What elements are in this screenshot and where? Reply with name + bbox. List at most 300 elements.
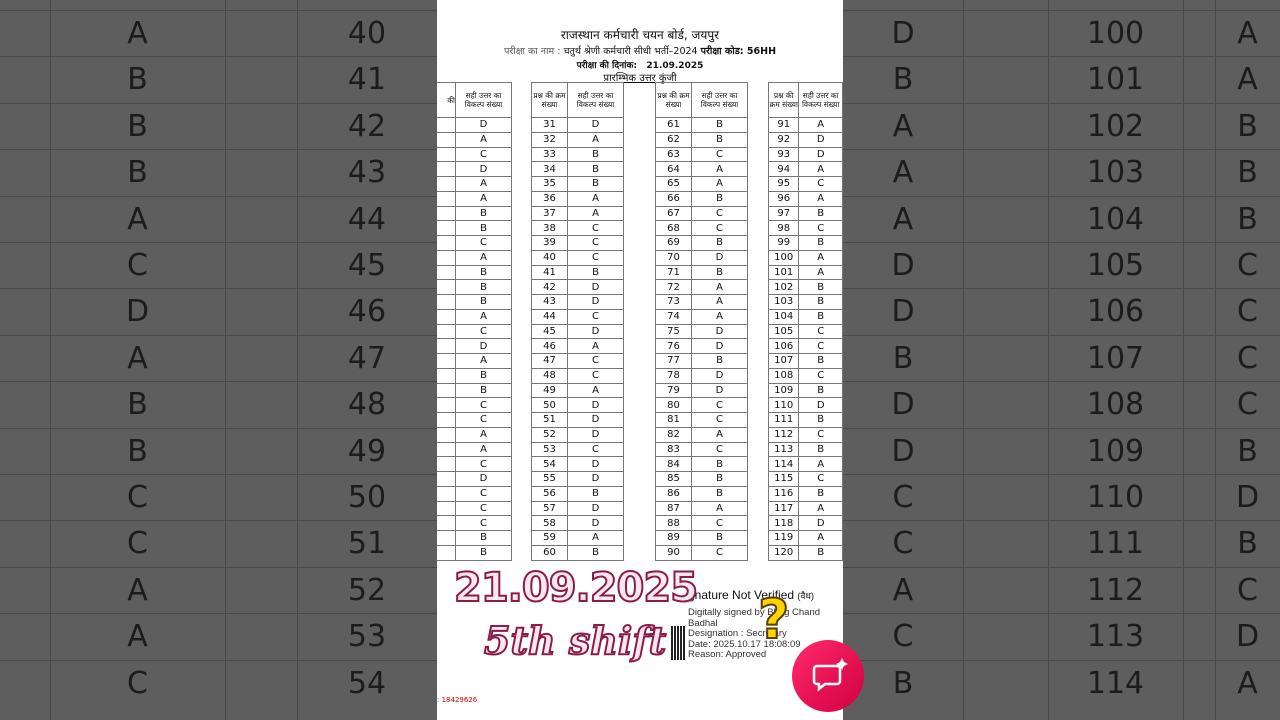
question-number: 115	[769, 472, 799, 487]
answer-option: A	[456, 177, 512, 192]
answer-row	[769, 383, 843, 398]
answer-option: C	[692, 413, 748, 428]
answer-row	[532, 531, 624, 546]
answer-row	[656, 236, 748, 251]
answer-row	[532, 177, 624, 192]
question-number: 46	[532, 339, 568, 354]
answer-option: C	[568, 354, 624, 369]
question-number	[437, 545, 456, 560]
overlay-date: 21.09.2025	[454, 565, 698, 611]
answer-row	[656, 221, 748, 236]
answer-option: D	[799, 398, 843, 413]
background-cell: C	[1237, 387, 1258, 423]
answer-option: A	[568, 132, 624, 147]
answer-row	[532, 457, 624, 472]
answer-row	[769, 324, 843, 339]
answer-row	[437, 457, 512, 472]
answer-row	[769, 427, 843, 442]
answer-option: A	[799, 191, 843, 206]
answer-option: B	[456, 368, 512, 383]
question-number: 74	[656, 309, 692, 324]
question-number: 99	[769, 236, 799, 251]
signature-status-mark: (वैध)	[797, 591, 814, 601]
question-number-header: प्रश्न की क्रम संख्या	[656, 83, 692, 118]
background-cell: B	[1237, 108, 1258, 144]
question-number: 95	[769, 177, 799, 192]
date-label: परीक्षा की दिनांक:	[576, 61, 638, 71]
answer-row	[532, 265, 624, 280]
answer-option: B	[456, 206, 512, 221]
background-row	[0, 335, 437, 382]
background-cell: B	[127, 108, 148, 144]
background-cell: B	[1237, 201, 1258, 237]
answer-option: D	[568, 398, 624, 413]
background-cell: C	[1237, 572, 1258, 608]
answer-row	[437, 354, 512, 369]
answer-option: A	[692, 309, 748, 324]
question-number: 114	[769, 457, 799, 472]
background-cell: 109	[1086, 433, 1145, 469]
answer-row	[769, 250, 843, 265]
background-cell: 53	[347, 619, 387, 655]
answer-row	[532, 398, 624, 413]
background-row	[843, 567, 1280, 614]
answer-option: A	[456, 442, 512, 457]
background-cell: 45	[347, 248, 387, 283]
question-number	[437, 442, 456, 457]
answer-option: C	[799, 368, 843, 383]
background-cell: A	[1237, 665, 1258, 701]
answer-option: B	[692, 132, 748, 147]
background-row	[843, 149, 1280, 196]
question-number: 85	[656, 472, 692, 487]
answer-row	[769, 162, 843, 177]
answer-option: A	[799, 162, 843, 177]
answer-option: B	[692, 531, 748, 546]
answer-row	[437, 413, 512, 428]
answer-option: B	[568, 486, 624, 501]
answer-option: D	[456, 162, 512, 177]
answer-option: A	[568, 383, 624, 398]
question-mark: ?	[758, 588, 790, 651]
question-number	[437, 280, 456, 295]
answer-option: B	[692, 265, 748, 280]
answer-row	[769, 118, 843, 133]
question-number: 51	[532, 413, 568, 428]
answer-row	[437, 309, 512, 324]
background-cell: B	[127, 387, 148, 423]
background-row	[0, 103, 437, 150]
background-cell: D	[125, 294, 150, 330]
question-number: 98	[769, 221, 799, 236]
background-row	[0, 613, 437, 660]
comment-sparkle-icon	[792, 640, 864, 712]
background-cell: 50	[347, 480, 387, 515]
background-cell: 41	[347, 62, 387, 98]
date-value: 21.09.2025	[646, 61, 704, 71]
answer-row	[437, 324, 512, 339]
background-cell: A	[127, 201, 148, 237]
question-number	[437, 265, 456, 280]
answer-option: D	[568, 472, 624, 487]
overlay-shift: 5th shift	[484, 618, 667, 663]
answer-option: B	[692, 472, 748, 487]
answer-row	[656, 132, 748, 147]
answer-option: A	[456, 309, 512, 324]
question-number	[437, 295, 456, 310]
answer-option: B	[568, 545, 624, 560]
exam-line-label: परीक्षा का नाम :	[503, 46, 561, 57]
answer-option: C	[568, 221, 624, 236]
answer-option-header: सही उत्तर का विकल्प संख्या	[799, 83, 843, 118]
answer-row	[437, 383, 512, 398]
question-number: 71	[656, 265, 692, 280]
answer-row	[437, 545, 512, 560]
background-cell: C	[1237, 294, 1258, 330]
background-row	[843, 474, 1280, 521]
question-number: 32	[532, 132, 568, 147]
background-row	[843, 56, 1280, 103]
question-number: 52	[532, 427, 568, 442]
background-cell: 103	[1086, 155, 1145, 191]
answer-row	[769, 368, 843, 383]
answer-option: D	[799, 147, 843, 162]
answer-row	[769, 531, 843, 546]
answer-option: B	[568, 265, 624, 280]
question-number: 105	[769, 324, 799, 339]
background-cell: B	[127, 155, 148, 191]
answer-row	[437, 221, 512, 236]
question-number: 109	[769, 383, 799, 398]
answer-option: A	[456, 427, 512, 442]
answer-row	[656, 265, 748, 280]
answer-option: A	[692, 427, 748, 442]
background-cell: 100	[1086, 16, 1145, 51]
answer-row	[769, 221, 843, 236]
question-number: 67	[656, 206, 692, 221]
answer-option-header: सही उत्तर का विकल्प संख्या	[456, 83, 512, 118]
question-number: 33	[532, 147, 568, 162]
background-row	[843, 288, 1280, 335]
answer-row	[532, 427, 624, 442]
background-cell: 106	[1086, 294, 1145, 330]
answer-row	[769, 442, 843, 457]
background-cell: 108	[1086, 387, 1145, 423]
answer-row	[437, 486, 512, 501]
question-number: 39	[532, 236, 568, 251]
exam-code: परीक्षा कोड: 56HH	[700, 46, 777, 57]
answer-option: D	[456, 339, 512, 354]
answer-row	[656, 472, 748, 487]
background-cell: B	[1237, 433, 1258, 469]
question-number: 68	[656, 221, 692, 236]
background-row	[0, 474, 437, 521]
answer-row	[532, 486, 624, 501]
answer-row	[532, 295, 624, 310]
background-row	[0, 149, 437, 196]
answer-option: B	[568, 162, 624, 177]
background-cell: B	[1237, 155, 1258, 191]
question-number	[437, 206, 456, 221]
signature-designation: Designation : Secretary	[688, 628, 787, 639]
background-cell: 112	[1086, 572, 1145, 608]
answer-row	[769, 280, 843, 295]
question-number: 31	[532, 118, 568, 133]
question-number: 81	[656, 413, 692, 428]
answer-option: C	[692, 147, 748, 162]
background-cell: 114	[1086, 665, 1145, 701]
question-number: 84	[656, 457, 692, 472]
answer-option: C	[456, 236, 512, 251]
question-number: 92	[769, 132, 799, 147]
background-cell: C	[127, 248, 148, 283]
question-number	[437, 457, 456, 472]
answer-option: B	[799, 309, 843, 324]
question-number: 61	[656, 118, 692, 133]
answer-row	[656, 354, 748, 369]
question-number: 118	[769, 516, 799, 531]
background-cell: 110	[1086, 480, 1145, 515]
question-number: 62	[656, 132, 692, 147]
answer-row	[656, 501, 748, 516]
answer-option: B	[799, 545, 843, 560]
answer-option: A	[692, 162, 748, 177]
question-number-header: प्रश्न की क्रम संख्या	[532, 83, 568, 118]
question-number	[437, 501, 456, 516]
background-cell: D	[891, 248, 915, 283]
question-number: 77	[656, 354, 692, 369]
question-number: 82	[656, 427, 692, 442]
question-number: 87	[656, 501, 692, 516]
answer-row	[769, 486, 843, 501]
question-number: 89	[656, 531, 692, 546]
question-number: 108	[769, 368, 799, 383]
question-number-header: की	[437, 83, 456, 118]
answer-option: D	[568, 413, 624, 428]
answer-row	[437, 295, 512, 310]
answer-option: B	[456, 545, 512, 560]
question-number: 91	[769, 118, 799, 133]
answer-row	[769, 413, 843, 428]
question-number: 102	[769, 280, 799, 295]
question-number: 116	[769, 486, 799, 501]
question-number: 58	[532, 516, 568, 531]
answer-option: C	[568, 250, 624, 265]
background-cell: 113	[1086, 619, 1145, 655]
background-cell: 107	[1086, 340, 1145, 376]
background-row	[0, 428, 437, 475]
answer-row	[656, 339, 748, 354]
background-row	[0, 288, 437, 335]
comment-fab-button[interactable]	[792, 640, 864, 712]
question-number: 107	[769, 354, 799, 369]
background-cell: C	[892, 480, 914, 515]
answer-option: D	[456, 118, 512, 133]
question-number: 44	[532, 309, 568, 324]
answer-table	[437, 82, 512, 561]
question-number: 64	[656, 162, 692, 177]
question-number: 63	[656, 147, 692, 162]
answer-row	[532, 206, 624, 221]
background-row	[843, 428, 1280, 475]
answer-option: B	[568, 147, 624, 162]
answer-option: A	[799, 265, 843, 280]
question-number: 73	[656, 295, 692, 310]
question-number: 49	[532, 383, 568, 398]
question-number	[437, 221, 456, 236]
question-number: 43	[532, 295, 568, 310]
background-cell: C	[127, 480, 148, 515]
question-number: 113	[769, 442, 799, 457]
question-number: 101	[769, 265, 799, 280]
question-number	[437, 177, 456, 192]
background-row	[0, 520, 437, 567]
answer-option: D	[692, 368, 748, 383]
question-number	[437, 236, 456, 251]
background-cell: D	[891, 16, 915, 51]
background-row	[843, 103, 1280, 150]
answer-option: C	[799, 339, 843, 354]
answer-row	[437, 368, 512, 383]
answer-row	[532, 309, 624, 324]
background-cell: 40	[347, 16, 387, 51]
question-number: 59	[532, 531, 568, 546]
question-number: 96	[769, 191, 799, 206]
answer-row	[532, 118, 624, 133]
answer-row	[769, 147, 843, 162]
answer-row	[532, 147, 624, 162]
background-row	[843, 520, 1280, 567]
answer-option: C	[456, 398, 512, 413]
question-number: 53	[532, 442, 568, 457]
answer-option: C	[456, 457, 512, 472]
answer-row	[656, 413, 748, 428]
answer-row	[437, 516, 512, 531]
answer-option: A	[799, 531, 843, 546]
answer-option: B	[692, 118, 748, 133]
question-number: 37	[532, 206, 568, 221]
background-cell: C	[127, 526, 148, 562]
exam-name: चतुर्थ श्रेणी कर्मचारी सीधी भर्ती–2024	[563, 46, 698, 57]
question-number: 38	[532, 221, 568, 236]
answer-row	[437, 162, 512, 177]
background-cell: 44	[347, 201, 387, 237]
answer-option: B	[692, 486, 748, 501]
answer-option-header: सही उत्तर का विकल्प संख्या	[568, 83, 624, 118]
signature-signed-by: Digitally signed by Bhag Chand Badhal	[688, 607, 821, 629]
answer-row	[769, 265, 843, 280]
answer-row	[532, 368, 624, 383]
answer-row	[437, 398, 512, 413]
question-number	[437, 132, 456, 147]
answer-row	[656, 147, 748, 162]
answer-option: B	[456, 265, 512, 280]
background-cell: A	[892, 201, 914, 237]
answer-row	[437, 132, 512, 147]
answer-option: A	[456, 354, 512, 369]
answer-option: D	[568, 501, 624, 516]
answer-row	[437, 177, 512, 192]
answer-row	[437, 147, 512, 162]
question-number: 66	[656, 191, 692, 206]
answer-option: B	[456, 221, 512, 236]
background-cell: A	[1237, 16, 1258, 51]
question-number	[437, 162, 456, 177]
background-row	[843, 335, 1280, 382]
background-cell: A	[892, 108, 914, 144]
background-cell: 43	[347, 155, 387, 191]
question-number	[437, 472, 456, 487]
question-number: 45	[532, 324, 568, 339]
answer-option: C	[568, 309, 624, 324]
answer-row	[656, 324, 748, 339]
background-row	[0, 10, 437, 57]
signature-reason: Reason: Approved	[688, 649, 767, 660]
answer-option: A	[568, 339, 624, 354]
question-number: 117	[769, 501, 799, 516]
answer-row	[656, 442, 748, 457]
question-number: 106	[769, 339, 799, 354]
answer-option: A	[568, 191, 624, 206]
answer-option: B	[799, 236, 843, 251]
answer-option: B	[799, 206, 843, 221]
answer-row	[656, 531, 748, 546]
answer-option: A	[456, 132, 512, 147]
answer-option: D	[692, 383, 748, 398]
answer-option: C	[799, 177, 843, 192]
answer-option: C	[456, 486, 512, 501]
answer-row	[769, 236, 843, 251]
answer-row	[532, 191, 624, 206]
answer-row	[769, 295, 843, 310]
answer-row	[532, 413, 624, 428]
answer-option: B	[692, 457, 748, 472]
answer-row	[656, 162, 748, 177]
answer-option: B	[692, 354, 748, 369]
question-number: 55	[532, 472, 568, 487]
background-row	[0, 196, 437, 243]
question-number: 42	[532, 280, 568, 295]
question-number	[437, 516, 456, 531]
answer-row	[532, 472, 624, 487]
background-row	[843, 381, 1280, 428]
answer-row	[769, 501, 843, 516]
answer-option: B	[799, 354, 843, 369]
question-number: 110	[769, 398, 799, 413]
background-cell: D	[1235, 619, 1260, 655]
answer-row	[656, 177, 748, 192]
background-cell: 52	[347, 572, 387, 608]
answer-option: D	[568, 427, 624, 442]
answer-option: C	[799, 324, 843, 339]
answer-option: C	[692, 442, 748, 457]
background-cell: 42	[347, 108, 387, 144]
answer-option: B	[692, 236, 748, 251]
answer-option: D	[799, 132, 843, 147]
answer-option: A	[692, 280, 748, 295]
answer-row	[532, 280, 624, 295]
background-cell: C	[892, 619, 914, 655]
answer-option: B	[799, 442, 843, 457]
answer-option: B	[456, 531, 512, 546]
answer-option: D	[568, 118, 624, 133]
background-row	[843, 10, 1280, 57]
background-row	[843, 196, 1280, 243]
answer-option: D	[456, 472, 512, 487]
answer-row	[769, 132, 843, 147]
org-title: राजस्थान कर्मचारी चयन बोर्ड, जयपुर	[560, 28, 720, 42]
answer-row	[769, 177, 843, 192]
